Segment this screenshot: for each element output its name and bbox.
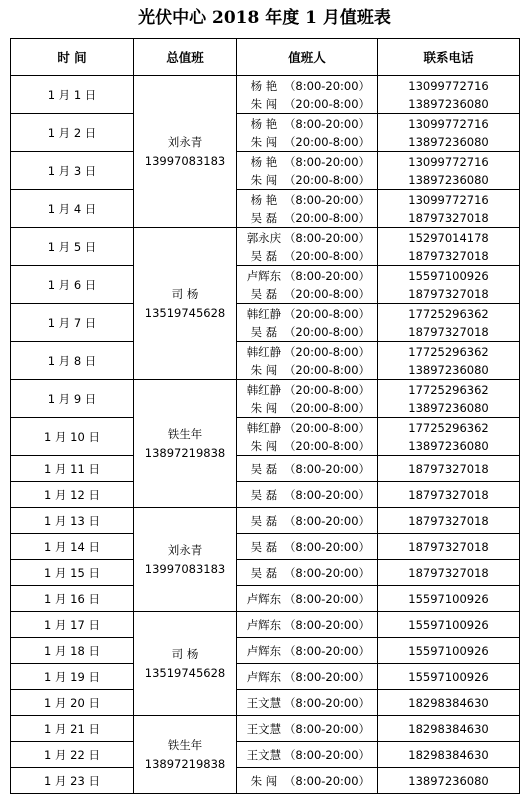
- table-row: [11, 482, 520, 508]
- duty-person: [237, 720, 377, 738]
- leader-cell: [134, 76, 237, 228]
- duty-person-name: 朱 闯: [250, 362, 278, 377]
- leader-name: 刘永青: [167, 134, 203, 149]
- phone-number: 18298384630: [408, 721, 489, 736]
- phone-number: 18797327018: [408, 286, 489, 301]
- duty-person: [237, 616, 377, 634]
- duty-person-name: 韩红静: [246, 420, 282, 435]
- phone-number: 15597100926: [408, 669, 489, 684]
- phone-number: 15597100926: [408, 643, 489, 658]
- duty-shift-time: （8:00-20:00）: [283, 268, 371, 283]
- duty-person-name: 韩红静: [246, 382, 282, 397]
- duty-person: [237, 267, 377, 285]
- duty-person: [237, 77, 377, 95]
- table-row: [11, 228, 520, 266]
- duty-person: [237, 153, 377, 171]
- phone-cell: [378, 482, 520, 508]
- duty-cell: [237, 508, 378, 534]
- phone-number: 15597100926: [408, 617, 489, 632]
- leader-cell: [134, 380, 237, 508]
- phone-number: 18797327018: [408, 210, 489, 225]
- phone-cell: [378, 586, 520, 612]
- duty-person-name: 吴 磊: [250, 248, 278, 263]
- date-cell: 1 月 16 日: [11, 586, 134, 612]
- table-row: [11, 586, 520, 612]
- duty-person-name: 吴 磊: [250, 210, 278, 225]
- duty-person: [237, 399, 377, 417]
- duty-person-name: 吴 磊: [250, 286, 278, 301]
- date-cell: 1 月 13 日: [11, 508, 134, 534]
- leader-name: 铁生年: [167, 426, 203, 441]
- phone-number: 13897236080: [408, 773, 489, 788]
- duty-person-name: 卢辉东: [246, 268, 282, 283]
- duty-person: [237, 772, 377, 790]
- duty-person-name: 吴 磊: [250, 539, 278, 554]
- duty-person: [237, 229, 377, 247]
- duty-person: [237, 642, 377, 660]
- duty-cell: [237, 76, 378, 114]
- duty-person: [237, 538, 377, 556]
- phone-cell: [378, 638, 520, 664]
- phone-cell: [378, 418, 520, 456]
- phone-cell: [378, 742, 520, 768]
- phone-cell: [378, 664, 520, 690]
- duty-person-name: 韩红静: [246, 344, 282, 359]
- phone-cell: [378, 612, 520, 638]
- table-row: [11, 114, 520, 152]
- duty-person-name: 朱 闯: [250, 400, 278, 415]
- header-date: 时 间: [11, 39, 134, 76]
- table-row: [11, 304, 520, 342]
- duty-person-name: 吴 磊: [250, 324, 278, 339]
- duty-shift-time: （20:00-8:00）: [283, 362, 371, 377]
- table-row: [11, 534, 520, 560]
- duty-person-name: 朱 闯: [250, 96, 278, 111]
- duty-person: [237, 95, 377, 113]
- phone-number: 13897236080: [408, 96, 489, 111]
- duty-shift-time: （8:00-20:00）: [283, 154, 371, 169]
- duty-person-name: 杨 艳: [250, 154, 278, 169]
- date-cell: 1 月 3 日: [11, 152, 134, 190]
- table-row: [11, 266, 520, 304]
- duty-person-name: 吴 磊: [250, 487, 278, 502]
- date-cell: 1 月 12 日: [11, 482, 134, 508]
- leader-name: 司 杨: [171, 286, 199, 301]
- roster-body: [11, 76, 520, 794]
- duty-shift-time: （8:00-20:00）: [283, 565, 371, 580]
- duty-person-name: 杨 艳: [250, 192, 278, 207]
- date-cell: 1 月 23 日: [11, 768, 134, 794]
- phone-cell: [378, 304, 520, 342]
- leader-phone: 13519745628: [144, 305, 226, 320]
- leader-phone: 13997083183: [144, 561, 226, 576]
- duty-shift-time: （8:00-20:00）: [283, 539, 371, 554]
- phone-number: 13897236080: [408, 362, 489, 377]
- duty-cell: [237, 716, 378, 742]
- duty-person-name: 杨 艳: [250, 116, 278, 131]
- duty-cell: [237, 482, 378, 508]
- duty-shift-time: （8:00-20:00）: [283, 116, 371, 131]
- duty-person-name: 吴 磊: [250, 461, 278, 476]
- duty-cell: [237, 560, 378, 586]
- duty-shift-time: （8:00-20:00）: [283, 591, 371, 606]
- phone-number: 18797327018: [408, 324, 489, 339]
- duty-cell: [237, 664, 378, 690]
- duty-person-name: 卢辉东: [246, 617, 282, 632]
- duty-cell: [237, 612, 378, 638]
- table-row: [11, 342, 520, 380]
- duty-person: [237, 323, 377, 341]
- duty-cell: [237, 768, 378, 794]
- duty-person: [237, 564, 377, 582]
- duty-cell: [237, 342, 378, 380]
- date-cell: 1 月 5 日: [11, 228, 134, 266]
- duty-person: [237, 590, 377, 608]
- duty-person: [237, 115, 377, 133]
- duty-roster-table: [10, 38, 520, 794]
- duty-person: [237, 437, 377, 455]
- phone-cell: [378, 716, 520, 742]
- duty-person-name: 王文慧: [246, 695, 282, 710]
- duty-shift-time: （20:00-8:00）: [283, 286, 371, 301]
- date-cell: 1 月 19 日: [11, 664, 134, 690]
- date-cell: 1 月 1 日: [11, 76, 134, 114]
- duty-person-name: 吴 磊: [250, 513, 278, 528]
- duty-person-name: 韩红静: [246, 306, 282, 321]
- phone-number: 13897236080: [408, 438, 489, 453]
- duty-cell: [237, 742, 378, 768]
- duty-person: [237, 460, 377, 478]
- duty-shift-time: （8:00-20:00）: [283, 773, 371, 788]
- duty-person: [237, 247, 377, 265]
- duty-cell: [237, 586, 378, 612]
- duty-shift-time: （20:00-8:00）: [283, 438, 371, 453]
- phone-cell: [378, 456, 520, 482]
- date-cell: 1 月 21 日: [11, 716, 134, 742]
- duty-shift-time: （20:00-8:00）: [283, 306, 371, 321]
- duty-cell: [237, 266, 378, 304]
- duty-person: [237, 512, 377, 530]
- table-row: [11, 768, 520, 794]
- table-row: [11, 560, 520, 586]
- phone-cell: [378, 342, 520, 380]
- phone-cell: [378, 534, 520, 560]
- duty-person: [237, 694, 377, 712]
- duty-shift-time: （8:00-20:00）: [283, 78, 371, 93]
- date-cell: 1 月 2 日: [11, 114, 134, 152]
- date-cell: 1 月 10 日: [11, 418, 134, 456]
- duty-person: [237, 305, 377, 323]
- phone-number: 15297014178: [408, 230, 489, 245]
- duty-cell: [237, 152, 378, 190]
- duty-shift-time: （20:00-8:00）: [283, 420, 371, 435]
- duty-person: [237, 209, 377, 227]
- phone-cell: [378, 152, 520, 190]
- duty-cell: [237, 190, 378, 228]
- phone-cell: [378, 228, 520, 266]
- phone-number: 17725296362: [408, 382, 489, 397]
- duty-cell: [237, 114, 378, 152]
- duty-person: [237, 343, 377, 361]
- phone-number: 13897236080: [408, 134, 489, 149]
- duty-person-name: 卢辉东: [246, 643, 282, 658]
- date-cell: 1 月 4 日: [11, 190, 134, 228]
- duty-person-name: 杨 艳: [250, 78, 278, 93]
- duty-person: [237, 419, 377, 437]
- duty-person: [237, 191, 377, 209]
- leader-cell: [134, 716, 237, 794]
- phone-number: 13897236080: [408, 172, 489, 187]
- table-row: [11, 418, 520, 456]
- date-cell: 1 月 17 日: [11, 612, 134, 638]
- duty-person: [237, 133, 377, 151]
- phone-number: 13897236080: [408, 400, 489, 415]
- duty-cell: [237, 456, 378, 482]
- duty-shift-time: （8:00-20:00）: [283, 487, 371, 502]
- phone-number: 18797327018: [408, 539, 489, 554]
- table-row: [11, 76, 520, 114]
- table-row: [11, 716, 520, 742]
- duty-shift-time: （8:00-20:00）: [283, 461, 371, 476]
- duty-cell: [237, 534, 378, 560]
- duty-person-name: 朱 闯: [250, 172, 278, 187]
- phone-number: 18797327018: [408, 513, 489, 528]
- leader-phone: 13519745628: [144, 665, 226, 680]
- date-cell: 1 月 22 日: [11, 742, 134, 768]
- duty-shift-time: （20:00-8:00）: [283, 344, 371, 359]
- table-row: [11, 456, 520, 482]
- date-cell: 1 月 14 日: [11, 534, 134, 560]
- duty-cell: [237, 638, 378, 664]
- phone-cell: [378, 114, 520, 152]
- duty-shift-time: （8:00-20:00）: [283, 617, 371, 632]
- duty-person: [237, 746, 377, 764]
- table-row: [11, 664, 520, 690]
- phone-cell: [378, 266, 520, 304]
- duty-cell: [237, 690, 378, 716]
- phone-cell: [378, 690, 520, 716]
- duty-shift-time: （20:00-8:00）: [283, 96, 371, 111]
- date-cell: 1 月 6 日: [11, 266, 134, 304]
- duty-person-name: 朱 闯: [250, 773, 278, 788]
- header-duty: 值班人: [237, 39, 378, 76]
- phone-cell: [378, 380, 520, 418]
- duty-person-name: 朱 闯: [250, 134, 278, 149]
- date-cell: 1 月 11 日: [11, 456, 134, 482]
- leader-phone: 13897219838: [144, 756, 226, 771]
- duty-shift-time: （20:00-8:00）: [283, 210, 371, 225]
- duty-person: [237, 486, 377, 504]
- phone-number: 18298384630: [408, 695, 489, 710]
- duty-cell: [237, 418, 378, 456]
- leader-phone: 13897219838: [144, 445, 226, 460]
- duty-shift-time: （8:00-20:00）: [283, 643, 371, 658]
- phone-cell: [378, 508, 520, 534]
- phone-number: 17725296362: [408, 306, 489, 321]
- duty-shift-time: （20:00-8:00）: [283, 324, 371, 339]
- date-cell: 1 月 15 日: [11, 560, 134, 586]
- duty-person-name: 吴 磊: [250, 565, 278, 580]
- date-cell: 1 月 20 日: [11, 690, 134, 716]
- table-row: [11, 742, 520, 768]
- table-row: [11, 638, 520, 664]
- table-row: [11, 190, 520, 228]
- table-row: [11, 612, 520, 638]
- phone-number: 17725296362: [408, 420, 489, 435]
- table-row: [11, 380, 520, 418]
- duty-shift-time: （8:00-20:00）: [283, 695, 371, 710]
- duty-shift-time: （20:00-8:00）: [283, 382, 371, 397]
- phone-number: 15597100926: [408, 591, 489, 606]
- header-leader: 总值班: [134, 39, 237, 76]
- duty-person: [237, 285, 377, 303]
- duty-person-name: 王文慧: [246, 721, 282, 736]
- phone-cell: [378, 190, 520, 228]
- date-cell: 1 月 8 日: [11, 342, 134, 380]
- leader-cell: [134, 612, 237, 716]
- duty-person-name: 卢辉东: [246, 669, 282, 684]
- phone-number: 13099772716: [408, 154, 489, 169]
- phone-cell: [378, 560, 520, 586]
- phone-cell: [378, 768, 520, 794]
- header-row: [11, 39, 520, 76]
- duty-person: [237, 668, 377, 686]
- phone-number: 18298384630: [408, 747, 489, 762]
- leader-phone: 13997083183: [144, 153, 226, 168]
- table-row: [11, 690, 520, 716]
- duty-shift-time: （8:00-20:00）: [283, 669, 371, 684]
- phone-number: 13099772716: [408, 78, 489, 93]
- duty-person: [237, 171, 377, 189]
- date-cell: 1 月 18 日: [11, 638, 134, 664]
- duty-person: [237, 381, 377, 399]
- header-phone: 联系电话: [378, 39, 520, 76]
- table-row: [11, 152, 520, 190]
- duty-person-name: 王文慧: [246, 747, 282, 762]
- duty-cell: [237, 304, 378, 342]
- leader-name: 司 杨: [171, 646, 199, 661]
- duty-shift-time: （20:00-8:00）: [283, 248, 371, 263]
- phone-number: 13099772716: [408, 192, 489, 207]
- duty-shift-time: （8:00-20:00）: [283, 192, 371, 207]
- duty-cell: [237, 228, 378, 266]
- duty-shift-time: （8:00-20:00）: [283, 747, 371, 762]
- duty-person-name: 卢辉东: [246, 591, 282, 606]
- phone-number: 18797327018: [408, 461, 489, 476]
- duty-person: [237, 361, 377, 379]
- duty-shift-time: （8:00-20:00）: [283, 513, 371, 528]
- phone-number: 18797327018: [408, 487, 489, 502]
- leader-cell: [134, 228, 237, 380]
- phone-number: 13099772716: [408, 116, 489, 131]
- date-cell: 1 月 9 日: [11, 380, 134, 418]
- duty-shift-time: （8:00-20:00）: [283, 721, 371, 736]
- duty-shift-time: （20:00-8:00）: [283, 400, 371, 415]
- table-row: [11, 508, 520, 534]
- page-title: 光伏中心 2018 年度 1 月值班表: [138, 8, 391, 28]
- duty-cell: [237, 380, 378, 418]
- duty-person-name: 朱 闯: [250, 438, 278, 453]
- duty-person-name: 郭永庆: [246, 230, 282, 245]
- phone-number: 17725296362: [408, 344, 489, 359]
- duty-shift-time: （20:00-8:00）: [283, 172, 371, 187]
- date-cell: 1 月 7 日: [11, 304, 134, 342]
- phone-cell: [378, 76, 520, 114]
- phone-number: 18797327018: [408, 565, 489, 580]
- leader-name: 刘永青: [167, 542, 203, 557]
- phone-number: 18797327018: [408, 248, 489, 263]
- duty-shift-time: （8:00-20:00）: [283, 230, 371, 245]
- leader-name: 铁生年: [167, 737, 203, 752]
- phone-number: 15597100926: [408, 268, 489, 283]
- duty-shift-time: （20:00-8:00）: [283, 134, 371, 149]
- leader-cell: [134, 508, 237, 612]
